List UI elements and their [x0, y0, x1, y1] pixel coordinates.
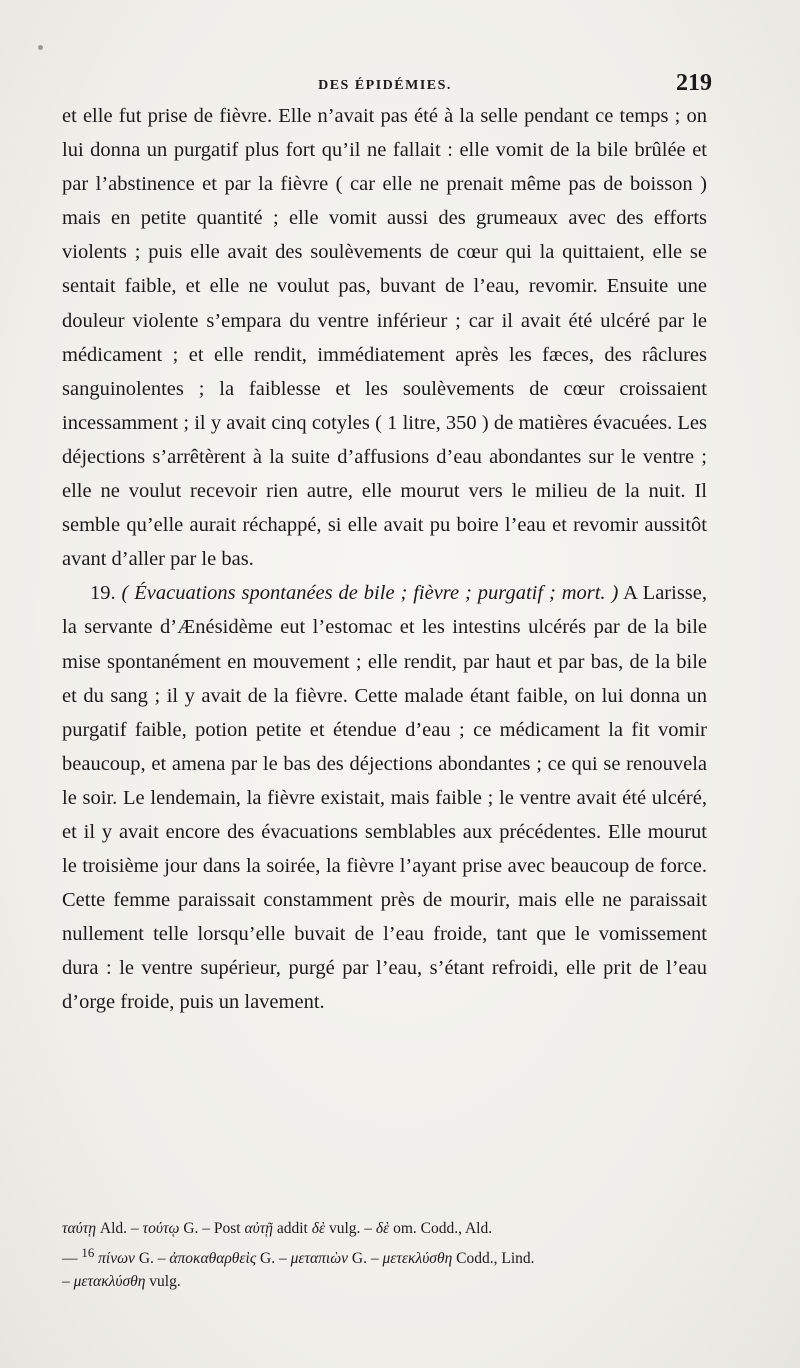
footnote-text: G. – — [348, 1249, 383, 1267]
footnote-text: vulg. — [145, 1273, 181, 1291]
footnote-line-1 — [62, 1217, 707, 1241]
main-text — [62, 99, 707, 1020]
greek-word: τούτῳ — [142, 1220, 180, 1237]
footnote-text: Codd., Lind. — [452, 1249, 535, 1267]
paragraph-19 — [62, 576, 707, 1019]
case-number: 19. — [90, 582, 116, 605]
footnote-text: addit — [272, 1220, 312, 1237]
greek-word: αὐτῇ — [244, 1220, 273, 1237]
greek-word: μετακλύσθη — [73, 1273, 146, 1291]
running-title: DES ÉPIDÉMIES. — [318, 78, 452, 93]
footnote-text: G. – — [134, 1249, 170, 1267]
footnote-text: – — [62, 1273, 74, 1291]
case-title: ( Évacuations spontanées de bile ; fièvre ; purgatif ; mort. ) — [121, 582, 619, 605]
footnote-line-2 — [62, 1241, 707, 1271]
greek-word: δὲ — [375, 1220, 390, 1237]
page-speck — [38, 45, 43, 50]
footnote-text: — — [62, 1249, 82, 1267]
footnote-number: 16 — [81, 1244, 95, 1260]
footnote-text: Ald. – — [99, 1220, 143, 1237]
footnote-text: G. – — [256, 1249, 291, 1267]
running-head — [60, 70, 712, 98]
paragraph-18-continuation: et elle fut prise de fièvre. Elle n’avait pas été à la selle pendant ce temps ; on lui donna un purgatif plus fort qu’il ne fallait : elle vomit de la bile brûlée et par l’abstinence et par la fièvre ( car elle ne prenait même pas de boisson ) mais en petite quantité ; elle vomit aussi des grumeaux avec des efforts violents ; puis elle avait des soulèvements de cœur qui la quittaient, elle se sentait faible, et elle ne voulut pas, buvant de l’eau, revomir. Ensuite une douleur violente s’empara du ventre inférieur ; car il avait été ulcéré par le médicament ; et elle rendit, immédiatement après les fæces, des râclures sanguinolentes ; la faiblesse et les soulèvements de cœur croissaient incessamment ; il y avait cinq cotyles ( 1 litre, 350 ) de matières évacuées. Les déjections s’arrêtèrent à la suite d’affusions d’eau abondantes sur le ventre ; elle ne voulut recevoir rien autre, elle mourut vers le milieu de la nuit. Il semble qu’elle aurait réchappé, si elle avait pu boire l’eau et revomir aussitôt avant d’aller par le bas. — [62, 105, 707, 571]
greek-word: μεταπιὼν — [290, 1249, 349, 1267]
greek-word: μετεκλύσθη — [382, 1249, 453, 1267]
greek-word: ἀποκαθαρθεὶς — [169, 1249, 257, 1267]
footnote-line-3 — [62, 1270, 707, 1294]
page-number: 219 — [676, 70, 712, 96]
greek-word: ταύτῃ — [62, 1220, 97, 1237]
footnotes — [62, 1217, 707, 1294]
greek-word: δὲ — [311, 1220, 326, 1237]
footnote-text: om. Codd., Ald. — [389, 1220, 493, 1237]
greek-word: πίνων — [98, 1249, 135, 1267]
case-text: A Larisse, la servante d’Ænésidème eut l’estomac et les intestins ulcérés par de la bile mise spontanément en mouvement ; elle rendit, par haut et par bas, de la bile et du sang ; il y avait de la fièvre. Cette malade étant faible, on lui donna un purgatif faible, potion petite et étendue d’eau ; ce médicament la fit vomir beaucoup, et amena par le bas des déjections abondantes ; ce qui se renouvela le soir. Le lendemain, la fièvre existait, mais faible ; le ventre avait été ulcéré, et il y avait encore des évacuations semblables aux précédentes. Elle mourut le troisième jour dans la soirée, la fièvre l’ayant prise avec beaucoup de force. Cette femme paraissait constamment près de mourir, mais elle ne paraissait nullement telle lorsqu’elle buvait de l’eau froide, tant que le vomissement dura : le ventre supérieur, purgé par l’eau, s’étant refroidi, elle prit de l’eau d’orge froide, puis un lavement. — [62, 582, 708, 1014]
footnote-text: G. – Post — [179, 1220, 245, 1237]
footnote-text: vulg. – — [325, 1220, 376, 1237]
